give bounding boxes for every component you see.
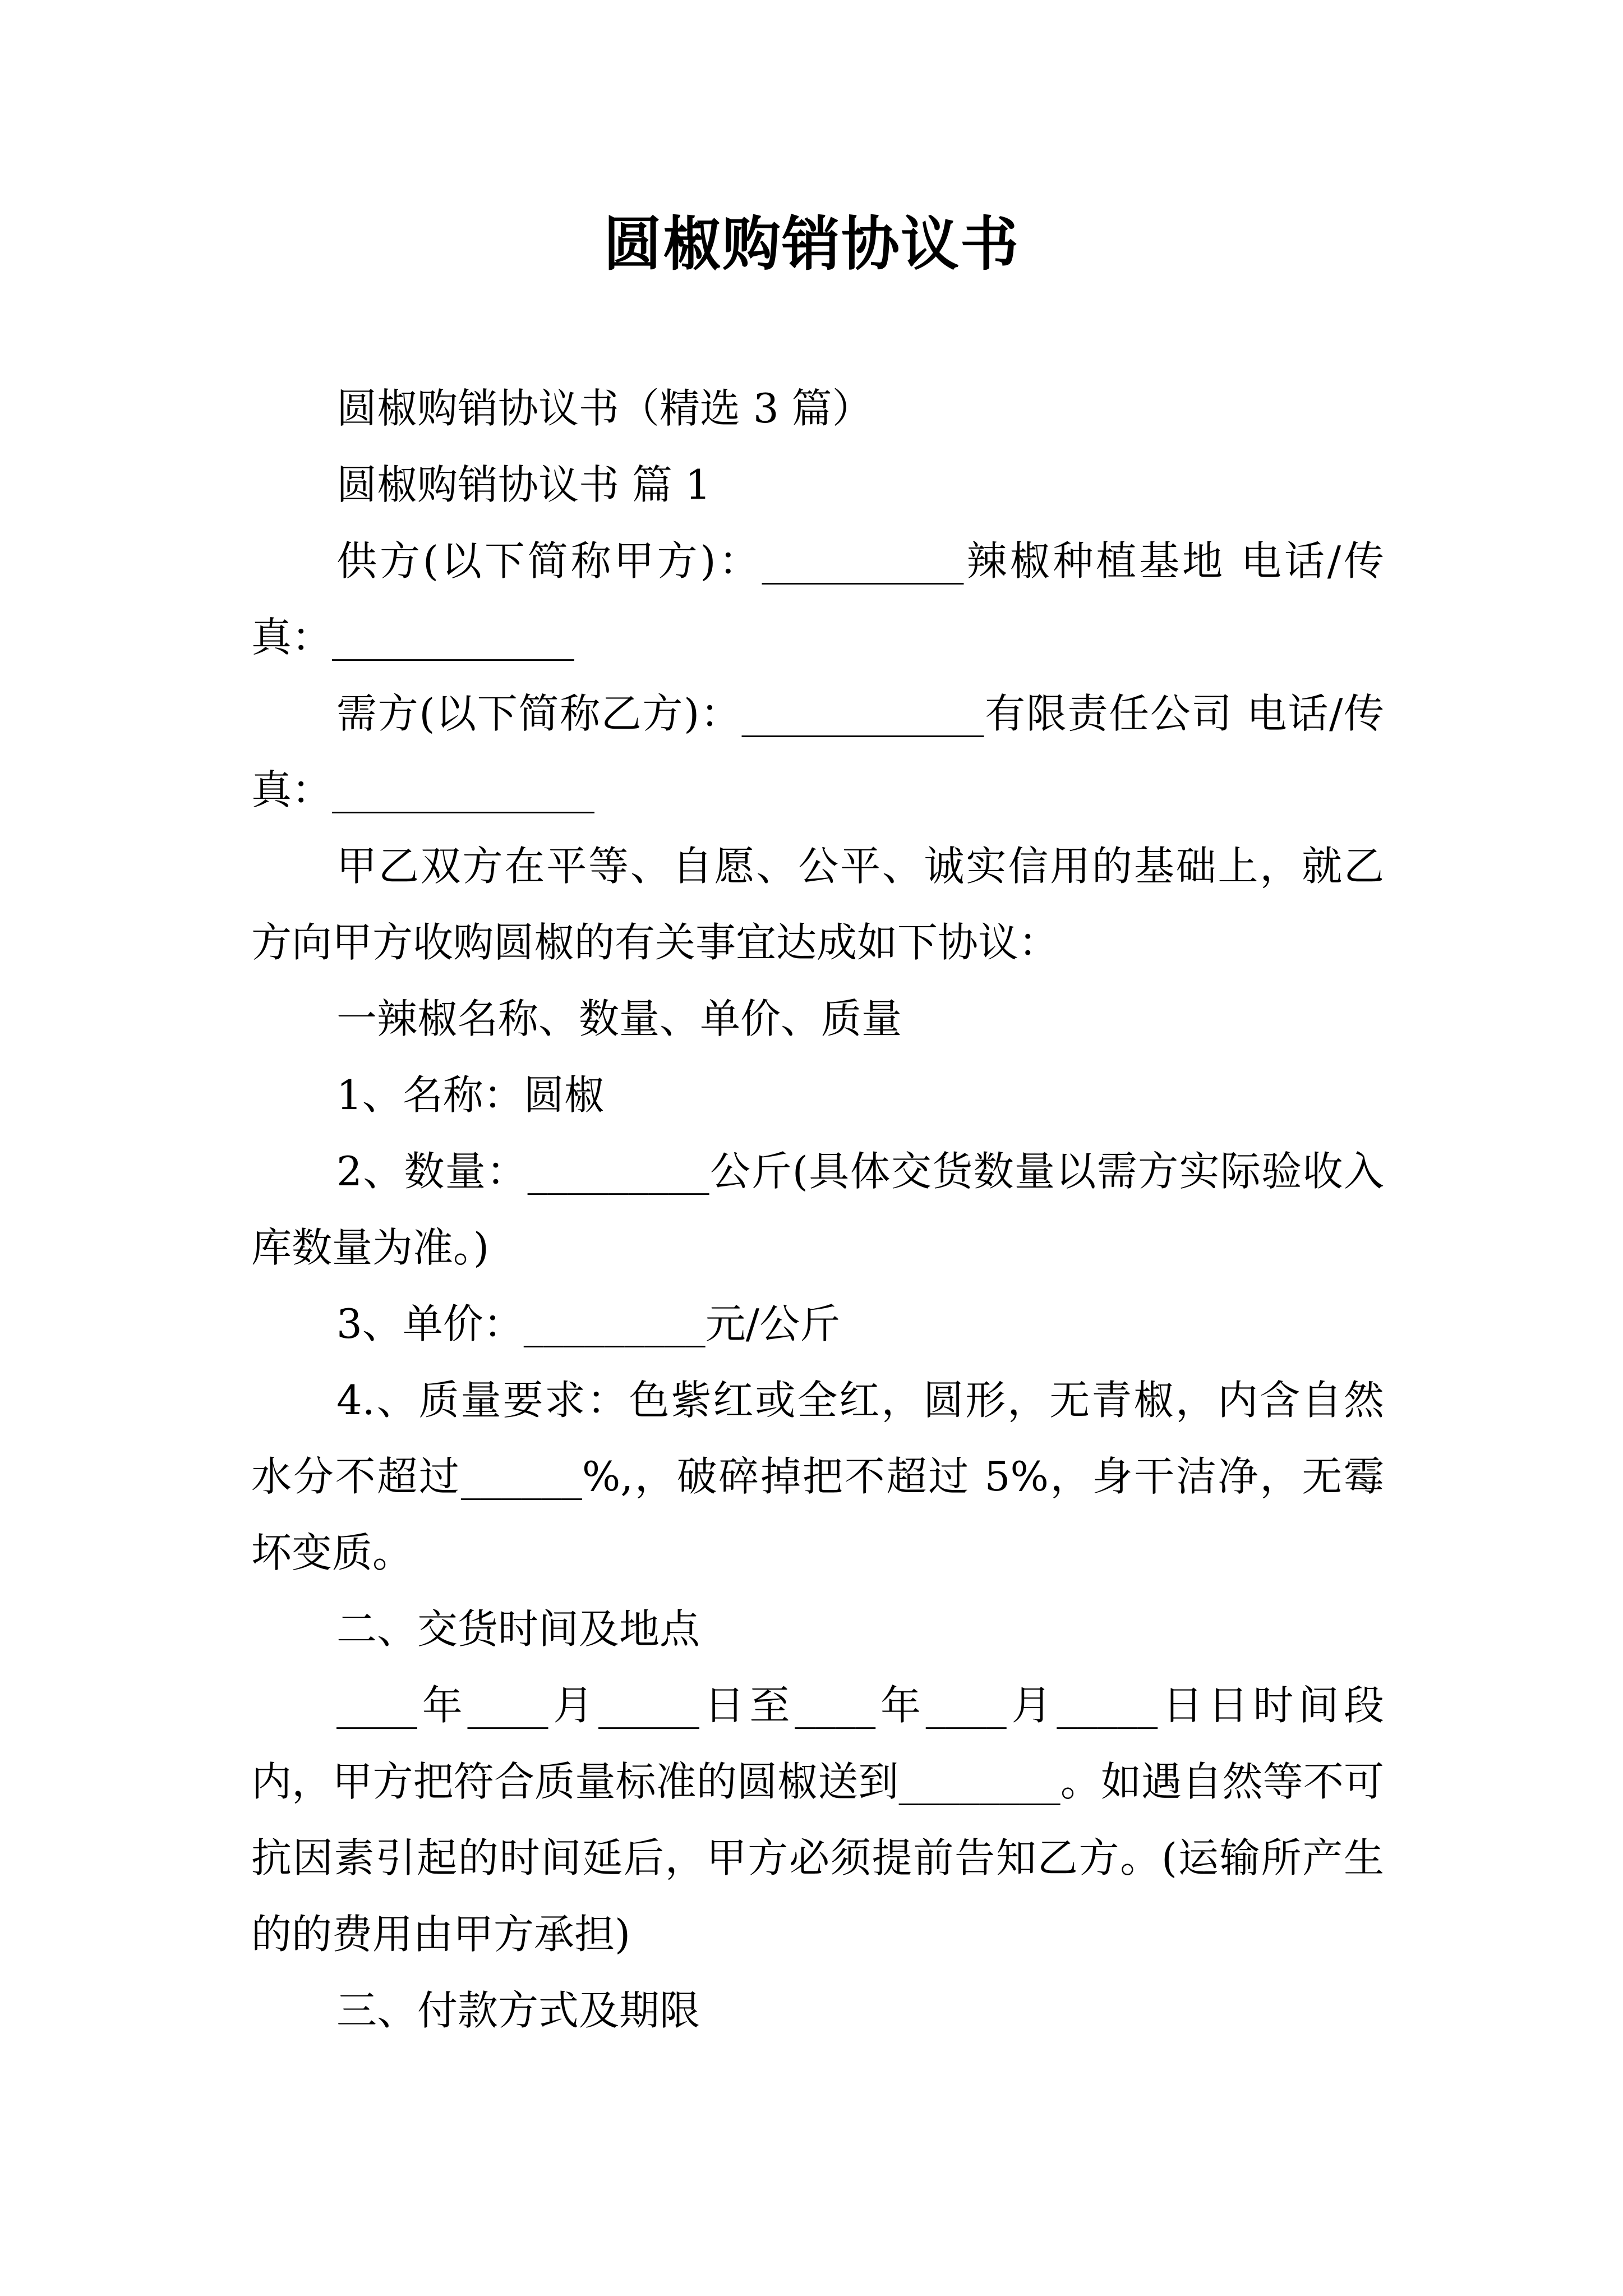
clause-item: 2、数量：_________公斤(具体交货数量以需方实际验收入库数量为准。) [251, 1148, 1384, 1271]
intro-paragraph: 甲乙双方在平等、自愿、公平、诚实信用的基础上，就乙方向甲方收购圆椒的有关事宜达成如下协议： [251, 843, 1384, 966]
supplier-paragraph: 供方(以下简称甲方)：__________辣椒种植基地 电话/传真：____________ [251, 537, 1384, 661]
clause-heading: 二、交货时间及地点 [336, 1605, 700, 1653]
delivery-paragraph: ____年____月_____日至____年____月_____日日时间段内，甲方把符合质量标准的圆椒送到________。如遇自然等不可抗因素引起的时间延后，甲方必须提前告知乙方。(运输所产生的的费用由甲方承担) [251, 1682, 1384, 1958]
clause-item: 4.、质量要求：色紫红或全红，圆形，无青椒，内含自然水分不超过______%,，破碎掉把不超过 5%，身干洁净，无霉坏变质。 [251, 1377, 1384, 1576]
clause-heading: 三、付款方式及期限 [336, 1987, 700, 2034]
buyer-paragraph: 需方(以下简称乙方)：____________有限责任公司 电话/传真：_____________ [251, 690, 1384, 813]
section-heading: 圆椒购销协议书 篇 1 [336, 461, 711, 508]
subtitle-paragraph: 圆椒购销协议书（精选 3 篇） [336, 385, 873, 432]
clause-item: 1、名称：圆椒 [336, 1071, 605, 1119]
document-title: 圆椒购销协议书 [603, 209, 1020, 278]
clause-heading: 一辣椒名称、数量、单价、质量 [336, 995, 902, 1042]
clause-item: 3、单价：_________元/公斤 [336, 1300, 841, 1347]
document-body [251, 370, 1384, 2049]
